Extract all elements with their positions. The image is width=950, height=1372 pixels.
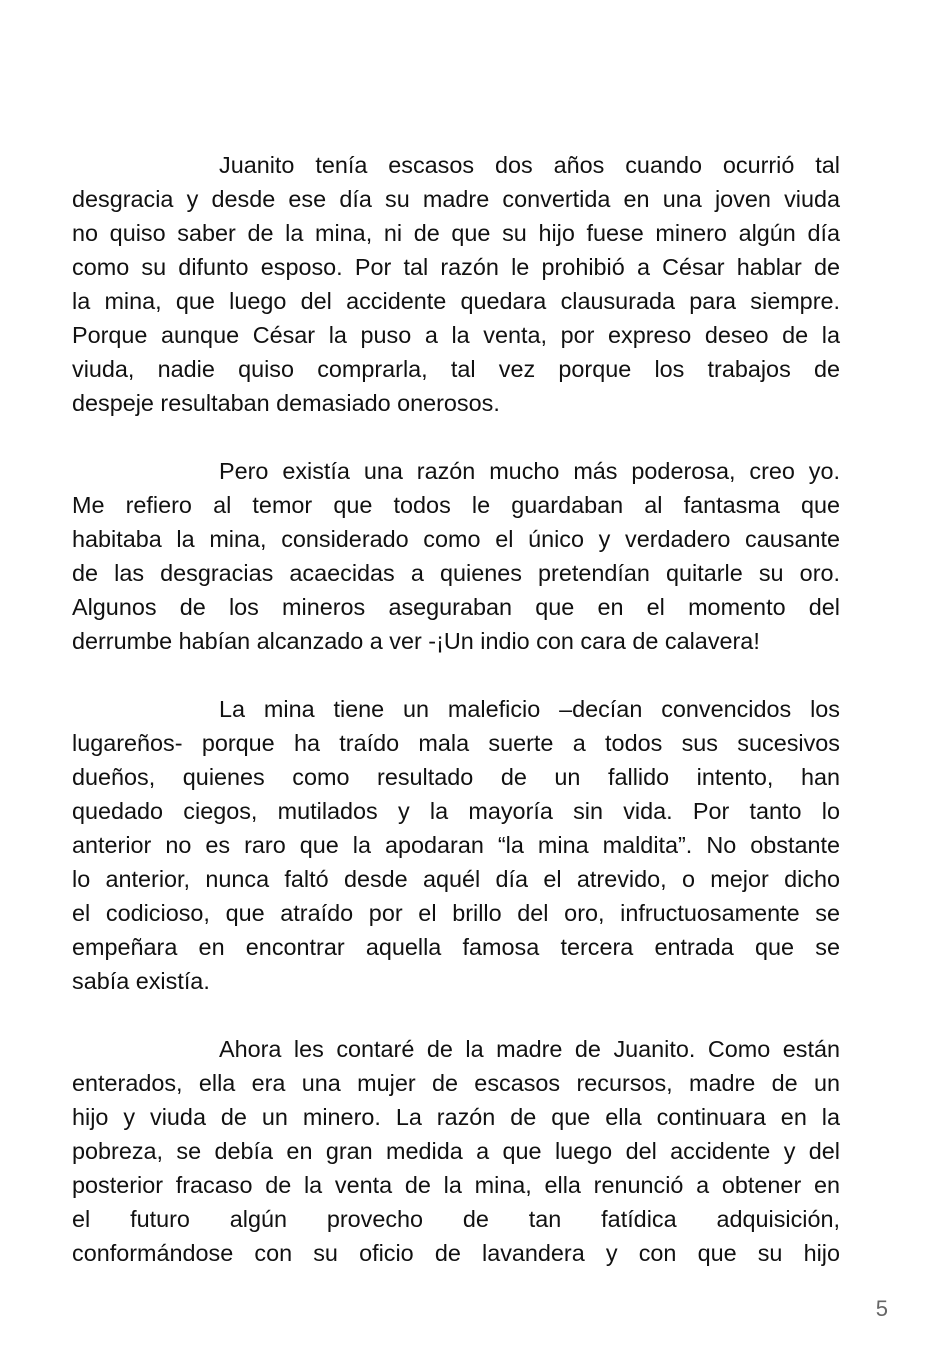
text-line: posterior fracaso de la venta de la mina, ella renunció a obtener en bbox=[72, 1172, 840, 1198]
page-number: 5 bbox=[875, 1296, 888, 1321]
text-line: La mina tiene un maleficio –decían convencidos los bbox=[219, 696, 840, 722]
text-line: habitaba la mina, considerado como el único y verdadero causante bbox=[72, 526, 840, 552]
document-body bbox=[72, 148, 840, 1304]
text-line: derrumbe habían alcanzado a ver -¡Un indio con cara de calavera! bbox=[72, 628, 760, 654]
text-line: lo anterior, nunca faltó desde aquél día el atrevido, o mejor dicho bbox=[72, 866, 840, 892]
text-line: dueños, quienes como resultado de un fallido intento, han bbox=[72, 764, 840, 790]
text-line: Porque aunque César la puso a la venta, por expreso deseo de la bbox=[72, 322, 840, 348]
text-line: enterados, ella era una mujer de escasos recursos, madre de un bbox=[72, 1070, 840, 1096]
text-line: como su difunto esposo. Por tal razón le prohibió a César hablar de bbox=[72, 254, 840, 280]
text-line: sabía existía. bbox=[72, 968, 210, 994]
text-line: Juanito tenía escasos dos años cuando ocurrió tal bbox=[219, 152, 840, 178]
text-line: desgracia y desde ese día su madre convertida en una joven viuda bbox=[72, 186, 840, 212]
text-line: Ahora les contaré de la madre de Juanito. Como están bbox=[219, 1036, 840, 1062]
paragraph-1 bbox=[72, 148, 840, 420]
text-line: Pero existía una razón mucho más poderosa, creo yo. bbox=[219, 458, 840, 484]
text-line: el futuro algún provecho de tan fatídica adquisición, bbox=[72, 1206, 840, 1232]
text-line: conformándose con su oficio de lavandera y con que su hijo bbox=[72, 1240, 840, 1266]
paragraph-3 bbox=[72, 692, 840, 998]
text-line: viuda, nadie quiso comprarla, tal vez porque los trabajos de bbox=[72, 356, 840, 382]
text-line: la mina, que luego del accidente quedara clausurada para siempre. bbox=[72, 288, 840, 314]
text-line: lugareños- porque ha traído mala suerte a todos sus sucesivos bbox=[72, 730, 840, 756]
text-line: hijo y viuda de un minero. La razón de que ella continuara en la bbox=[72, 1104, 840, 1130]
paragraph-4 bbox=[72, 1032, 840, 1270]
text-line: pobreza, se debía en gran medida a que luego del accidente y del bbox=[72, 1138, 840, 1164]
text-line: empeñara en encontrar aquella famosa tercera entrada que se bbox=[72, 934, 840, 960]
text-line: Me refiero al temor que todos le guardaban al fantasma que bbox=[72, 492, 840, 518]
text-line: anterior no es raro que la apodaran “la mina maldita”. No obstante bbox=[72, 832, 840, 858]
paragraph-2 bbox=[72, 454, 840, 658]
text-line: Algunos de los mineros aseguraban que en el momento del bbox=[72, 594, 840, 620]
text-line: quedado ciegos, mutilados y la mayoría sin vida. Por tanto lo bbox=[72, 798, 840, 824]
text-line: no quiso saber de la mina, ni de que su hijo fuese minero algún día bbox=[72, 220, 840, 246]
text-line: de las desgracias acaecidas a quienes pretendían quitarle su oro. bbox=[72, 560, 840, 586]
text-line: el codicioso, que atraído por el brillo del oro, infructuosamente se bbox=[72, 900, 840, 926]
text-line: despeje resultaban demasiado onerosos. bbox=[72, 390, 500, 416]
